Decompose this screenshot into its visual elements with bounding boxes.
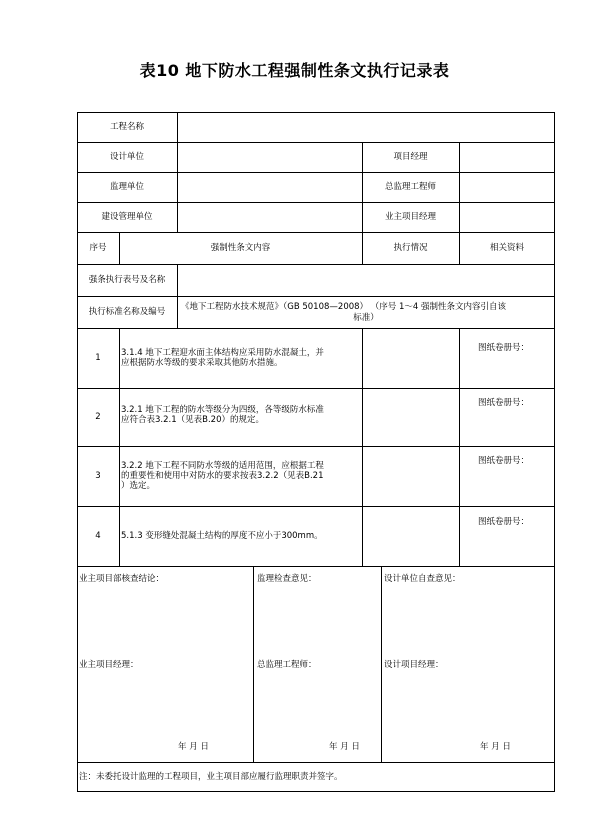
owner-project-manager-label: 业主项目经理: [384, 212, 436, 222]
column-header-seq: 序号: [89, 243, 107, 253]
owner-conclusion-label: 业主项目部核查结论：: [79, 574, 165, 584]
standard-name-value-line2: 标准）: [353, 313, 379, 323]
row-ref-label: 图纸卷册号：: [478, 517, 530, 527]
row-content-line2: 应根据防水等级的要求采取其他防水措施。: [121, 358, 283, 368]
design-unit-label: 设计单位: [109, 152, 144, 162]
column-header-execution: 执行情况: [393, 243, 428, 253]
row-ref-label: 图纸卷册号：: [478, 456, 530, 466]
row-seq: 2: [95, 412, 101, 422]
row-ref-label: 图纸卷册号：: [478, 398, 530, 408]
project-name-label: 工程名称: [109, 122, 144, 132]
row-seq: 4: [95, 531, 101, 541]
row-ref-label: 图纸卷册号：: [478, 343, 530, 353]
row-content-line1: 3.2.2 地下工程不同防水等级的适用范围，应根据工程: [121, 461, 324, 471]
supervision-opinion-label: 监理检查意见：: [257, 574, 317, 584]
standard-name-label: 执行标准名称及编号: [88, 307, 166, 317]
footnote: 注：未委托设计监理的工程项目，业主项目部应履行监理职责并签字。: [79, 772, 343, 782]
supervision-unit-label: 监理单位: [109, 182, 144, 192]
date-field: 年 月 日: [178, 742, 209, 752]
row-content-line3: ）选定。: [121, 481, 156, 491]
row-content-line1: 3.2.1 地下工程的防水等级分为四级，各等级防水标准: [121, 405, 324, 415]
design-opinion-label: 设计单位自查意见：: [384, 574, 461, 584]
standard-name-value-line1: 《地下工程防水技术规范》（GB 50108—2008） （序号 1～4 强制性条文内容引自该: [181, 302, 506, 312]
column-header-content: 强制性条文内容: [210, 243, 271, 253]
row-seq: 3: [95, 471, 101, 481]
owner-manager-signature-label: 业主项目经理：: [79, 660, 139, 670]
row-content-line2: 的重要性和使用中对防水的要求按表3.2.2（见表B.21: [121, 471, 324, 481]
column-header-materials: 相关资料: [489, 243, 524, 253]
standard-table-no-label: 强条执行表号及名称: [88, 275, 166, 285]
date-field: 年 月 日: [329, 742, 360, 752]
row-content-line2: 应符合表3.2.1（见表B.20）的规定。: [121, 415, 264, 425]
row-seq: 1: [95, 353, 101, 363]
row-content-line1: 3.1.4 地下工程迎水面主体结构应采用防水混凝土，并: [121, 348, 324, 358]
date-field: 年 月 日: [480, 742, 511, 752]
design-manager-signature-label: 设计项目经理：: [384, 660, 444, 670]
row-content-line1: 5.1.3 变形缝处混凝土结构的厚度不应小于300mm。: [121, 531, 323, 541]
chief-supervisor-signature-label: 总监理工程师：: [257, 660, 317, 670]
page-title: 表10 地下防水工程强制性条文执行记录表: [139, 61, 450, 80]
project-manager-label: 项目经理: [393, 152, 428, 162]
chief-supervisor-label: 总监理工程师: [384, 182, 436, 192]
construction-mgmt-unit-label: 建设管理单位: [101, 212, 153, 222]
